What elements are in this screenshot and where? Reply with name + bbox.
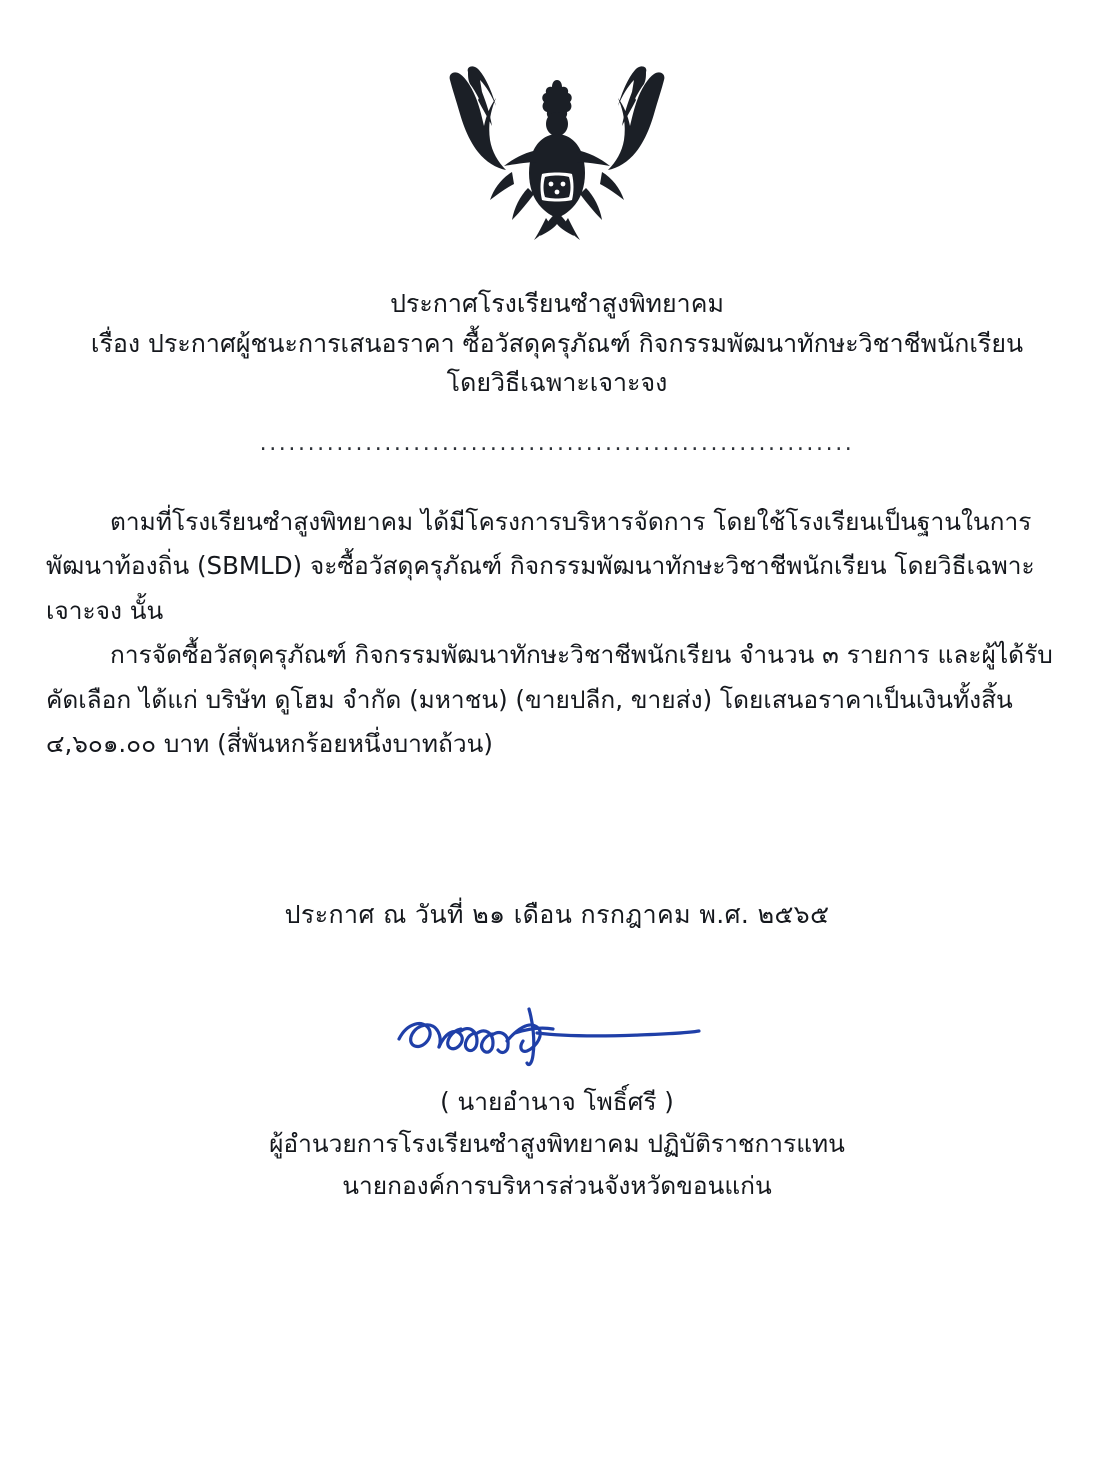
body-paragraph-1 <box>46 500 1068 634</box>
document-heading <box>0 284 1114 403</box>
paragraph-2-text: การจัดซื้อวัสดุครุภัณฑ์ กิจกรรมพัฒนาทักษะวิชาชีพนักเรียน จำนวน ๓ รายการ และผู้ได้รับคัดเลือก ได้แก่ บริษัท ดูโฮม จำกัด (มหาชน) (ขายปลีก, ขายส่ง) โดยเสนอราคาเป็นเงินทั้งสิ้น ๔,๖๐๑.๐๐ บาท (สี่พันหกร้อยหนึ่งบาทถ้วน) <box>46 640 1053 759</box>
heading-line-3: โดยวิธีเฉพาะเจาะจง <box>446 368 668 397</box>
signer-position-line-2: นายกองค์การบริหารส่วนจังหวัดขอนแก่น <box>342 1171 772 1201</box>
body-paragraph-2 <box>46 633 1068 767</box>
page-bottom-space <box>0 1207 1114 1327</box>
signer-block <box>0 1081 1114 1207</box>
signature-mark <box>377 993 737 1079</box>
dotted-separator: .............................................................. <box>259 430 855 456</box>
signer-position-line-1: ผู้อำนวยการโรงเรียนซำสูงพิทยาคม ปฏิบัติราชการแทน <box>269 1129 845 1159</box>
heading-line-1: ประกาศโรงเรียนซำสูงพิทยาคม <box>390 289 724 318</box>
signer-name: ( นายอำนาจ โพธิ์ศรี ) <box>440 1086 674 1116</box>
heading-line-2: เรื่อง ประกาศผู้ชนะการเสนอราคา ซื้อวัสดุครุภัณฑ์ กิจกรรมพัฒนาทักษะวิชาชีพนักเรียน <box>90 328 1024 358</box>
emblem-container <box>0 0 1114 262</box>
signature-container <box>0 993 1114 1079</box>
document-body <box>46 500 1068 767</box>
garuda-emblem <box>442 62 672 262</box>
announcement-date: ประกาศ ณ วันที่ ๒๑ เดือน กรกฎาคม พ.ศ. ๒๕๖๕ <box>284 899 830 929</box>
paragraph-1-text: ตามที่โรงเรียนซำสูงพิทยาคม ได้มีโครงการบริหารจัดการ โดยใช้โรงเรียนเป็นฐานในการพัฒนาท้องถิ่น (SBMLD) จะซื้อวัสดุครุภัณฑ์ กิจกรรมพัฒนาทักษะวิชาชีพนักเรียน โดยวิธีเฉพาะเจาะจง นั้น <box>46 506 1035 625</box>
